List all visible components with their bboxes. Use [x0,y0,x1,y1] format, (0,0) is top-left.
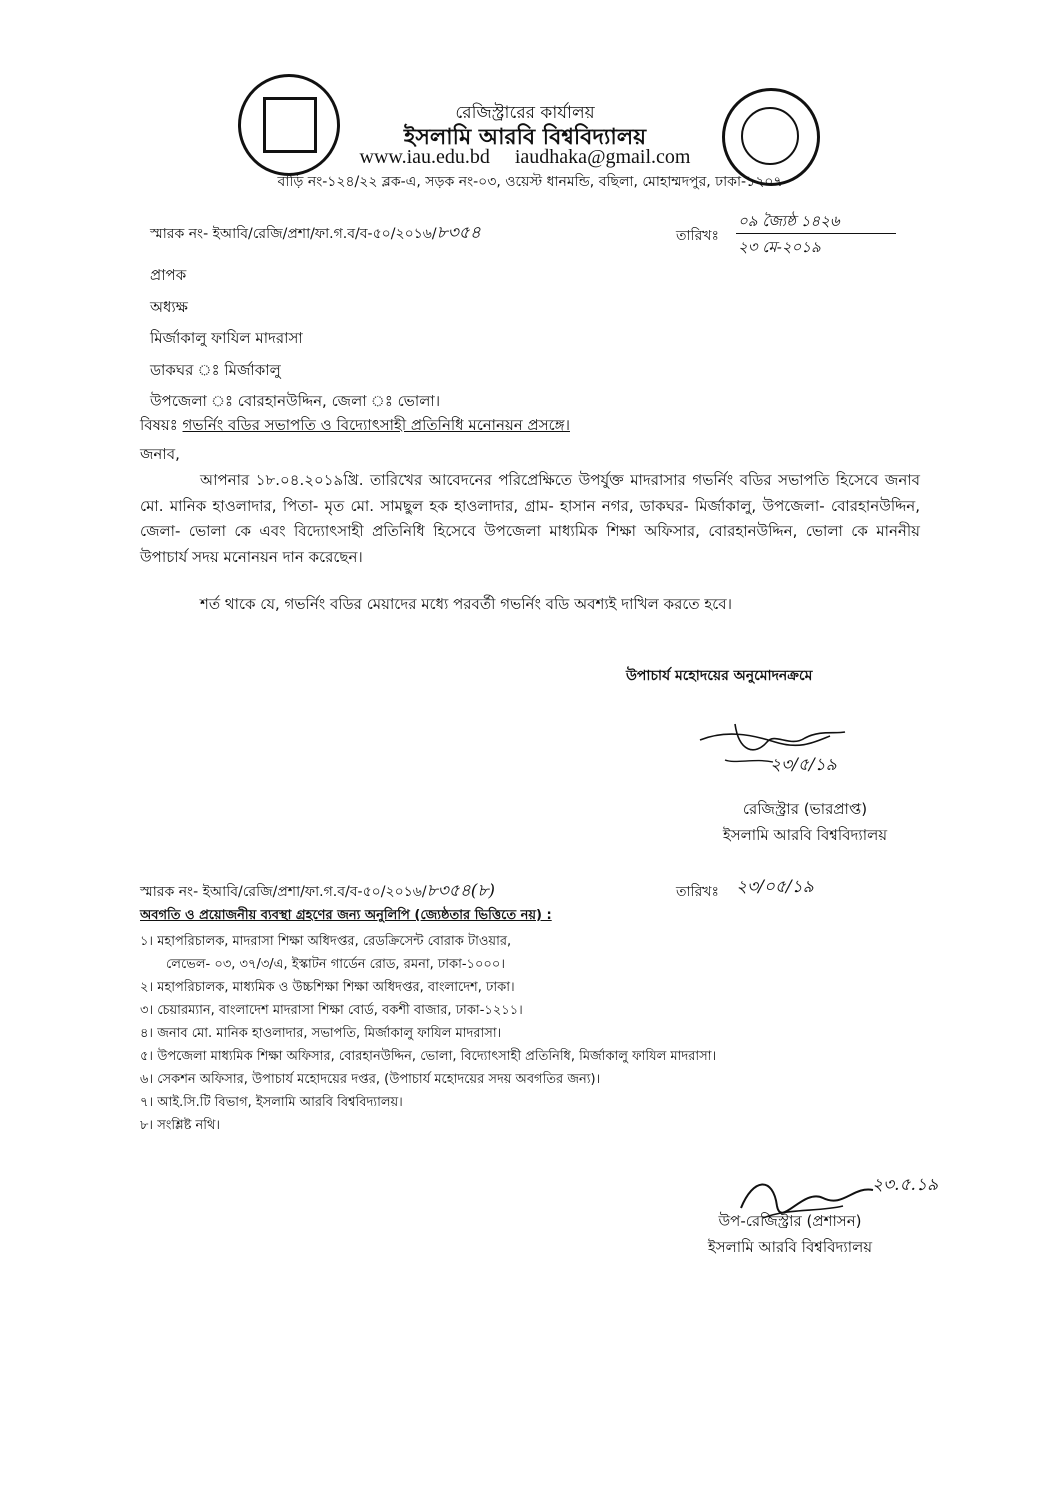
copies-list [140,930,920,1137]
memo2-ref-text: স্মারক নং- ইআবি/রেজি/প্রশা/ফা.গ.ব/ব-৫০/২০১৬/ [140,884,427,900]
university-seal-left [238,74,340,176]
website: www.iau.edu.bd [359,146,490,168]
university-name: ইসলামি আরবি বিশ্ববিদ্যালয় [403,125,647,150]
recipient-block [150,260,440,418]
copy-item: ৩। চেয়ারম্যান, বাংলাদেশ মাদরাসা শিক্ষা বোর্ড, বকশী বাজার, ঢাকা-১২১১। [140,1003,523,1018]
copy-item: ৮। সংশ্লিষ্ট নথি। [140,1118,221,1133]
memo2-ref-handwritten: ৮৩৫৪(৮) [426,881,496,901]
date-divider [736,233,896,234]
recipient-line: প্রাপক [150,266,187,284]
signature1-date: ২৩/৫/১৯ [770,755,837,775]
memo-date-handwritten-1: ০৯ জ্যৈষ্ঠ ১৪২৬ [738,212,840,230]
copy-item: লেভেল- ০৩, ৩৭/৩/এ, ইস্কাটন গার্ডেন রোড, রমনা, ঢাকা-১০০০। [166,957,505,972]
recipient-line: ডাকঘর ঃ মির্জাকালু [150,360,281,379]
signature1-title: রেজিস্ট্রার (ভারপ্রাপ্ত) [742,800,868,818]
memo2-date-label: তারিখঃ [676,884,719,900]
memo2-ref [140,878,660,906]
signature2-title: উপ-রেজিস্ট্রার (প্রশাসন) [718,1212,862,1230]
office-title: রেজিস্ট্রারের কার্যালয় [455,103,595,123]
signature2-org: ইসলামি আরবি বিশ্ববিদ্যালয় [707,1238,873,1256]
recipient-line: মির্জাকালু ফাযিল মাদরাসা [150,329,303,347]
recipient-line: উপজেলা ঃ বোরহানউদ্দিন, জেলা ঃ ভোলা। [150,392,441,410]
memo-date-label: তারিখঃ [676,228,719,244]
subject-label: বিষয়ঃ [140,416,178,434]
signature2-date: ২৩.৫.১৯ [872,1175,939,1195]
subject-line [140,414,570,439]
address: বাড়ি নং-১২৪/২২ ব্লক-এ, সড়ক নং-০৩, ওয়েস্ট ধানমন্ডি, বছিলা, মোহাম্মদপুর, ঢাকা-১২০৭ [277,174,783,190]
salutation: জনাব, [140,445,180,463]
contact-line [330,146,720,169]
copy-item: ৬। সেকশন অফিসার, উপাচার্য মহোদয়ের দপ্তর, (উপাচার্য মহোদয়ের সদয় অবগতির জন্য)। [140,1072,601,1087]
memo2-date-handwritten: ২৩/০৫/১৯ [736,877,814,897]
copy-item: ৭। আই.সি.টি বিভাগ, ইসলামি আরবি বিশ্ববিদ্যালয়। [140,1095,403,1110]
copy-item: ১। মহাপরিচালক, মাদরাসা শিক্ষা অধিদপ্তর, রেডক্রিসেন্ট বোরাক টাওয়ার, [140,934,512,949]
body-paragraph-2: শর্ত থাকে যে, গভর্নিং বডির মেয়াদের মধ্যে পরবর্তী গভর্নিং বডি অবশ্যই দাখিল করতে হবে। [200,595,732,613]
body-paragraph-1: আপনার ১৮.০৪.২০১৯খ্রি. তারিখের আবেদনের পরিপ্রেক্ষিতে উপর্যুক্ত মাদরাসার গভর্নিং বডির সভাপতি হিসেবে জনাব মো. মানিক হাওলাদার, পিতা- মৃত মো. সামছুল হক হাওলাদার, গ্রাম- হাসান নগর, ডাকঘর- মির্জাকালু, উপজেলা- বোরহানউদ্দিন, জেলা- ভোলা কে এবং বিদ্যোৎসাহী প্রতিনিধি হিসেবে উপজেলা মাধ্যমিক শিক্ষা অফিসার, বোরহানউদ্দিন, ভোলা কে মাননীয় উপাচার্য সদয় মনোনয়ন দান করেছেন। [140,471,920,566]
copy-item: ২। মহাপরিচালক, মাধ্যমিক ও উচ্চশিক্ষা শিক্ষা অধিদপ্তর, বাংলাদেশ, ঢাকা। [140,980,515,995]
copies-heading: অবগতি ও প্রয়োজনীয় ব্যবস্থা গ্রহণের জন্য অনুলিপি (জ্যেষ্ঠতার ভিত্তিতে নয়) : [140,908,552,923]
memo-ref [150,220,670,248]
memo-ref-text: স্মারক নং- ইআবি/রেজি/প্রশা/ফা.গ.ব/ব-৫০/২০১৬/ [150,226,437,242]
signature1-org: ইসলামি আরবি বিশ্ববিদ্যালয় [722,826,888,844]
memo-date-handwritten-2: ২৩ মে-২০১৯ [738,238,821,256]
copy-item: ৪। জনাব মো. মানিক হাওলাদার, সভাপতি, মির্জাকালু ফাযিল মাদরাসা। [140,1026,502,1041]
subject-text: গভর্নিং বডির সভাপতি ও বিদ্যোৎসাহী প্রতিনিধি মনোনয়ন প্রসঙ্গে। [182,416,570,434]
email: iaudhaka@gmail.com [514,146,691,168]
approval-note: উপাচার্য মহোদয়ের অনুমোদনক্রমে [626,668,813,684]
memo-ref-handwritten: ৮৩৫৪ [436,223,481,243]
recipient-line: অধ্যক্ষ [150,297,188,316]
copy-item: ৫। উপজেলা মাধ্যমিক শিক্ষা অফিসার, বোরহানউদ্দিন, ভোলা, বিদ্যোৎসাহী প্রতিনিধি, মির্জাকালু ফাযিল মাদরাসা। [140,1049,717,1064]
